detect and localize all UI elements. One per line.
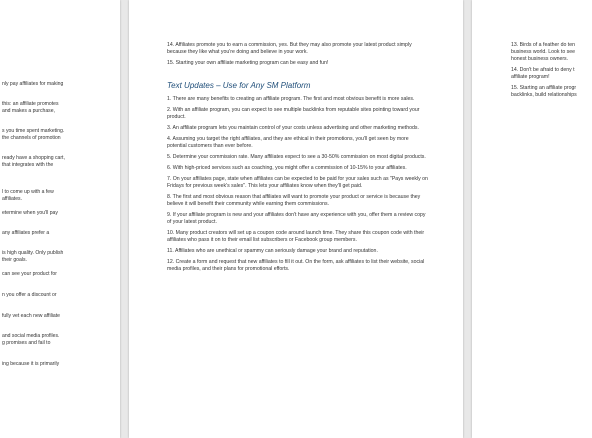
left-text-fragment: can see your product for — [2, 271, 57, 277]
left-text-fragment: and makes a purchase, — [2, 108, 55, 114]
left-text-fragment: fully vet each new affiliate — [2, 313, 60, 319]
text-line: honest business owners. — [511, 56, 569, 62]
left-text-fragment: g promises and fail to — [2, 340, 51, 346]
paragraph: 14. Affiliates promote you to earn a commission, yes. But they may also promote your latest product simply because they like what you're doing and believe in your work. — [167, 42, 412, 55]
left-text-fragment: is high quality. Only publish — [2, 250, 64, 256]
paragraph: 3. An affiliate program lets you maintain control of your costs unless advertising and other marketing methods. — [167, 125, 419, 131]
left-text-fragment: and social media profiles. — [2, 333, 60, 339]
paragraph: 15. Starting your own affiliate marketing program can be easy and fun! — [167, 60, 329, 66]
left-text-fragment: ready have a shopping cart, — [2, 155, 65, 161]
center-page-text — [167, 42, 429, 277]
paragraph: 10. Many product creators will set up a coupon code around launch time. They share this coupon code with their affiliates who pass it on to their email list subscribers or Facebook group members. — [167, 230, 425, 243]
left-text-fragment: etermine when you'll pay — [2, 210, 58, 216]
document-page-center — [129, 0, 463, 438]
paragraph: 12. Create a form and request that new affiliates to fill it out. On the form, ask affiliates to list their website, social media profiles, and their plans for promotional efforts. — [167, 259, 425, 272]
paragraph — [511, 67, 592, 81]
text-line: backlinks, build relationships — [511, 92, 577, 98]
paragraph: 5. Determine your commission rate. Many affiliates expect to see a 30-50% commission on most digital products. — [167, 154, 426, 160]
left-text-fragment: s you time spent marketing. — [2, 128, 65, 134]
section-heading: Text Updates – Use for Any SM Platform — [167, 81, 311, 90]
left-text-fragment: nly pay affiliates for making — [2, 81, 64, 87]
text-line: business world. Look to see — [511, 49, 576, 55]
paragraph: 11. Affiliates who are unethical or spammy can seriously damage your brand and reputation. — [167, 248, 378, 254]
paragraph: 1. There are many benefits to creating an affiliate program. The first and most obvious benefit is more sales. — [167, 96, 415, 102]
right-page-text — [511, 42, 592, 99]
paragraph: 7. On your affiliates page, state when affiliates can be expected to be paid for your sales such as "Pays weekly on Fridays for previous week's sales". This lets your affiliates know when they'll get paid. — [167, 176, 428, 189]
left-text-fragment: any affiliates prefer a — [2, 230, 50, 236]
paragraph: 9. If your affiliate program is new and your affiliates don't have any experience with you, offer them a review copy of your latest product. — [167, 212, 426, 225]
text-line: 15. Starting an affiliate progr — [511, 85, 577, 91]
document-page-left — [0, 0, 120, 438]
document-page-right — [472, 0, 592, 438]
left-text-fragment: affiliates. — [2, 196, 23, 202]
left-text-fragment: the channels of promotion — [2, 135, 61, 141]
text-line: affiliate program! — [511, 74, 550, 80]
paragraph: 8. The first and most obvious reason that affiliates will want to promote your product or service is because they believe it will benefit their community while earning them commissions. — [167, 194, 421, 207]
left-text-fragment: l to come up with a few — [2, 189, 54, 195]
paragraph: 4. Assuming you target the right affiliates, and they are ethical in their promotions, you'll get seen by more potential customers than ever before. — [167, 136, 409, 149]
left-text-fragment: this: an affiliate promotes — [2, 101, 59, 107]
paragraph — [511, 42, 592, 63]
paragraph — [511, 85, 592, 99]
left-text-fragment: ing because it is primarily — [2, 361, 60, 367]
paragraph: 2. With an affiliate program, you can expect to see multiple backlinks from reputable sites pointing toward your product. — [167, 107, 420, 120]
left-text-fragment: their goals. — [2, 257, 27, 263]
left-text-fragment: n you offer a discount or — [2, 292, 57, 298]
text-line: 13. Birds of a feather do ten — [511, 42, 576, 48]
text-line: 14. Don't be afraid to deny t — [511, 67, 575, 73]
left-text-fragment: that integrates with the — [2, 162, 54, 168]
paragraph: 6. With high-priced services such as coaching, you might offer a commission of 10-15% to your affiliates. — [167, 165, 407, 171]
